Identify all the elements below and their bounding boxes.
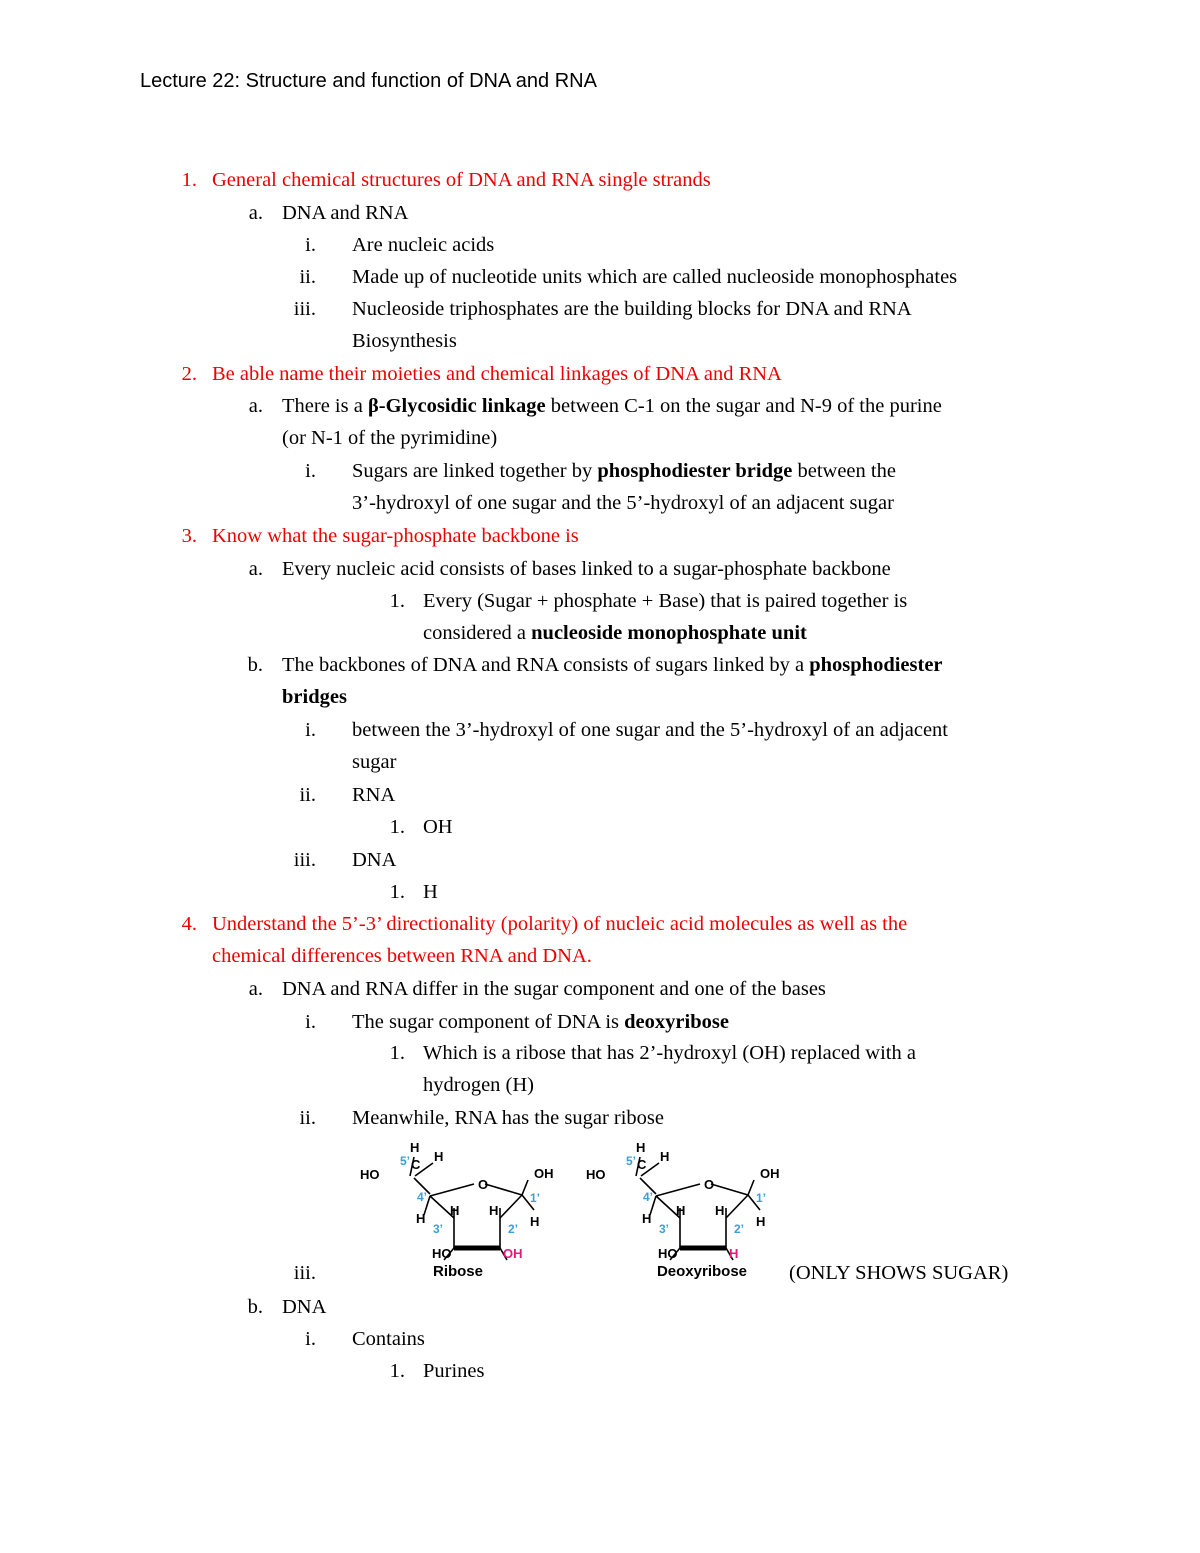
atom-label: H [715,1203,725,1218]
s4-i1-marker: 1. [389,1042,405,1064]
s3-ii-marker: ii. [299,784,316,806]
sugar-name-label: Deoxyribose [656,1263,748,1280]
s3-iii-marker: iii. [293,849,316,871]
s4-i1-text-line1: Which is a ribose that has 2’-hydroxyl (OH) replaced with a [423,1042,916,1064]
s3-b-marker: b. [247,654,263,676]
carbon-position-label: 2’ [508,1222,519,1236]
s3-b-text-line1: The backbones of DNA and RNA consists of sugars linked by a phosphodiester [282,654,943,676]
atom-label: H [642,1211,652,1226]
section-1-title: General chemical structures of DNA and RNA single strands [212,169,711,191]
nucleoside-monophosphate-term: nucleoside monophosphate unit [531,622,807,644]
bond-line [711,1184,748,1195]
s3-i-text-line2: sugar [352,751,397,773]
carbon-position-label: 1’ [756,1191,767,1205]
s3-a1-marker: 1. [389,590,405,612]
atom-label: OH [534,1166,554,1181]
atom-label: O [478,1177,489,1192]
s2-a-text-line1: There is a β-Glycosidic linkage between C-1 on the sugar and N-9 of the purine [282,395,942,417]
atom-label: H [729,1246,739,1261]
atom-label: HO [360,1167,380,1182]
s2-a-marker: a. [248,395,263,417]
atom-label: O [704,1177,715,1192]
s4-bi-marker: i. [305,1328,316,1350]
deoxyribose-structure [586,1140,780,1280]
atom-label: H [530,1214,540,1229]
sugar-structures-figure [350,1138,790,1283]
bond-line [748,1180,754,1195]
phosphodiester-bridge-term: phosphodiester bridge [597,460,793,482]
ribose-structure [360,1140,554,1280]
s1-i-marker: i. [305,234,316,256]
s4-bi1-text: Purines [423,1360,485,1382]
bond-line [656,1184,700,1196]
s4-ii-marker: ii. [299,1107,316,1129]
sugar-name-label: Ribose [432,1263,484,1280]
atom-label: H [434,1149,444,1164]
s3-iii1-marker: 1. [389,881,405,903]
section-1-number: 1. [181,169,197,191]
bond-line [522,1180,528,1195]
bond-line [430,1184,474,1196]
s4-i1-text-line2: hydrogen (H) [423,1074,535,1096]
s3-i-marker: i. [305,719,316,741]
s1-iii-text-line1: Nucleoside triphosphates are the building blocks for DNA and RNA [352,298,912,320]
s1-ii-marker: ii. [299,266,316,288]
section-3-title: Know what the sugar-phosphate backbone is [212,525,579,547]
s4-bi1-marker: 1. [389,1360,405,1382]
atom-label: H [756,1214,766,1229]
section-4-title-line2: chemical differences between RNA and DNA. [212,945,592,967]
s3-b-text-line2: bridges [282,686,347,708]
s4-a-marker: a. [248,978,263,1000]
bond-line [485,1184,522,1195]
s4-a-text: DNA and RNA differ in the sugar component and one of the bases [282,978,826,1000]
atom-label: HO [432,1246,452,1261]
section-4-number: 4. [181,913,197,935]
carbon-position-label: 5’ [626,1154,637,1168]
atom-label: H [416,1211,426,1226]
section-2-number: 2. [181,363,197,385]
s4-iii-note: (ONLY SHOWS SUGAR) [789,1262,1009,1284]
s1-ii-text: Made up of nucleotide units which are called nucleoside monophosphates [352,266,958,288]
s3-a1-text-line1: Every (Sugar + phosphate + Base) that is paired together is [423,590,908,612]
s4-b-text: DNA [282,1296,327,1318]
carbon-position-label: 2’ [734,1222,745,1236]
carbon-position-label: 4’ [417,1190,428,1204]
s2-a-text-line2: (or N-1 of the pyrimidine) [282,427,498,449]
bond-line [726,1195,748,1218]
s2-i-marker: i. [305,460,316,482]
atom-label: H [676,1203,686,1218]
s3-iii-text: DNA [352,849,397,871]
section-2-title: Be able name their moieties and chemical linkages of DNA and RNA [212,363,782,385]
s1-a-marker: a. [248,202,263,224]
atom-label: HO [586,1167,606,1182]
s3-ii-text: RNA [352,784,396,806]
carbon-position-label: 4’ [643,1190,654,1204]
carbon-position-label: 1’ [530,1191,541,1205]
atom-label: H [450,1203,460,1218]
s2-i-text-line2: 3’-hydroxyl of one sugar and the 5’-hydroxyl of an adjacent sugar [352,492,894,514]
s4-i-text: The sugar component of DNA is deoxyribose [352,1011,729,1033]
atom-label: H [410,1140,420,1155]
carbon-position-label: 3’ [433,1222,444,1236]
atom-label: H [636,1140,646,1155]
s3-ii1-text: OH [423,816,453,838]
atom-label: H [660,1149,670,1164]
s3-a1-text-line2: considered a nucleoside monophosphate unit [423,622,807,644]
deoxyribose-term: deoxyribose [624,1011,729,1033]
atom-label: OH [760,1166,780,1181]
atom-label: HO [658,1246,678,1261]
s1-a-text: DNA and RNA [282,202,409,224]
atom-label: C [637,1157,647,1172]
s3-a-marker: a. [248,558,263,580]
section-4-title-line1: Understand the 5’-3’ directionality (polarity) of nucleic acid molecules as well as the [212,913,908,935]
s4-i-marker: i. [305,1011,316,1033]
atom-label: OH [503,1246,523,1261]
s4-ii-text: Meanwhile, RNA has the sugar ribose [352,1107,664,1129]
s4-b-marker: b. [247,1296,263,1318]
s4-bi-text: Contains [352,1328,425,1350]
s3-iii1-text: H [423,881,438,903]
bond-line [500,1195,522,1218]
carbon-position-label: 5’ [400,1154,411,1168]
s3-ii1-marker: 1. [389,816,405,838]
atom-label: H [489,1203,499,1218]
s1-iii-marker: iii. [293,298,316,320]
glycosidic-linkage-term: β-Glycosidic linkage [367,395,546,417]
s2-i-text-line1: Sugars are linked together by phosphodiester bridge between the [352,460,896,482]
s3-a-text: Every nucleic acid consists of bases linked to a sugar-phosphate backbone [282,558,891,580]
atom-label: C [411,1157,421,1172]
s3-i-text-line1: between the 3’-hydroxyl of one sugar and the 5’-hydroxyl of an adjacent [352,719,949,741]
carbon-position-label: 3’ [659,1222,670,1236]
s1-i-text: Are nucleic acids [352,234,495,256]
s4-iii-marker: iii. [293,1262,316,1284]
s1-iii-text-line2: Biosynthesis [352,330,457,352]
section-3-number: 3. [181,525,197,547]
page-header: Lecture 22: Structure and function of DNA and RNA [140,70,597,92]
